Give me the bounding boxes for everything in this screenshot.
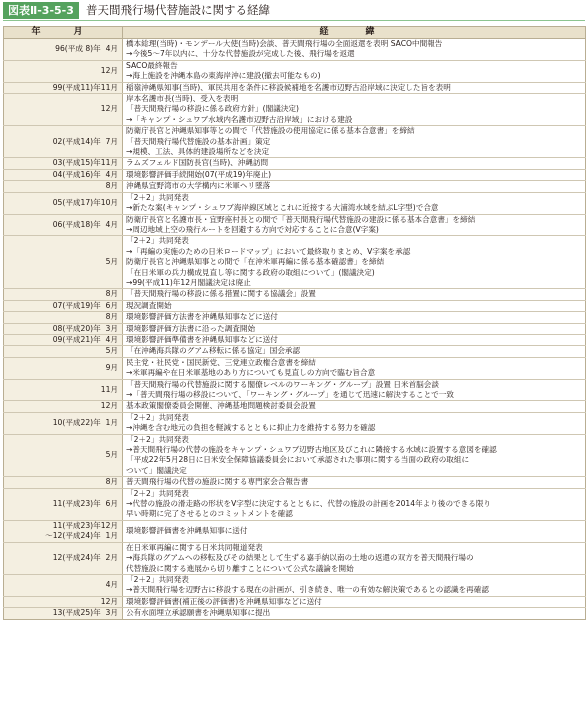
event-line: 民主党・社民党・国民新党、三党連立政権合意書を締結: [126, 357, 316, 367]
row-event: [123, 477, 586, 488]
row-date: 5月: [4, 346, 123, 357]
row-date: 5月: [4, 236, 123, 289]
event-line: 「普天間飛行場の代替施設に関する閣僚レベルのワーキング・グループ」設置 日米首脳会談: [126, 379, 439, 389]
table-header-row: [4, 27, 586, 39]
table-row: [4, 334, 586, 345]
event-line: 普天間飛行場の代替の施設に関する専門家会合報告書: [126, 477, 309, 487]
row-date: 5月: [4, 434, 123, 477]
event-line: 「普天間飛行場の移設に係る政府方針」(閣議決定): [126, 104, 299, 114]
row-date: 06(平成18)年 4月: [4, 214, 123, 236]
row-event: [123, 192, 586, 214]
column-header-date: 年 月: [4, 27, 123, 39]
event-line: 「在日米軍の兵力構成見直し等に関する政府の取組について」(閣議決定): [126, 267, 375, 277]
event-line: →周辺地域上空の飛行ルートを回避する方向で対応することに合意(V字案): [126, 224, 379, 234]
table-row: [4, 434, 586, 477]
table-row: [4, 236, 586, 289]
row-date: 09(平成21)年 4月: [4, 334, 123, 345]
row-event: [123, 169, 586, 180]
event-line: 公有水面埋立承認願書を沖縄県知事に提出: [126, 608, 271, 618]
row-event: [123, 401, 586, 412]
event-line: 「2＋2」共同発表: [126, 236, 189, 246]
row-event: [123, 434, 586, 477]
table-row: [4, 169, 586, 180]
row-event: [123, 214, 586, 236]
row-date: 8月: [4, 477, 123, 488]
table-row: [4, 520, 586, 542]
row-date: 8月: [4, 289, 123, 300]
row-date: 11月: [4, 379, 123, 401]
event-line: →「キャンプ・シュワブ水域内名護市辺野古沿岸域」における建設: [126, 114, 353, 124]
row-event: [123, 60, 586, 82]
event-line: 在日米軍再編に関する日米共同報道発表: [126, 542, 263, 552]
event-line: 沖縄県宜野湾市の大学構内に米軍ヘリ墜落: [126, 181, 271, 191]
event-line: ついて」閣議決定: [126, 465, 187, 475]
event-line: 「平成22年5月28日に日米安全保障協議委員会において承認された事項に関する当面の政府の取組に: [126, 455, 470, 465]
table-row: [4, 60, 586, 82]
event-line: 「普天間飛行場の移設に係る措置に関する協議会」設置: [126, 289, 316, 299]
event-line: →米軍再編や在日米軍基地のあり方についても見直しの方向で臨む旨合意: [126, 368, 376, 378]
row-date: 03(平成15)年11月: [4, 158, 123, 169]
table-row: [4, 94, 586, 126]
event-line: 稲嶺沖縄県知事(当時)、軍民共用を条件に移設候補地を名護市辺野古沿岸域に決定した旨を表明: [126, 82, 451, 92]
event-line: 環境影響評価書(補正後の評価書)を沖縄県知事などに送付: [126, 596, 322, 606]
row-event: [123, 312, 586, 323]
row-date: 11(平成23)年12月 ～12(平成24)年 1月: [4, 520, 123, 542]
row-event: [123, 82, 586, 93]
row-event: [123, 323, 586, 334]
event-line: →代替の施設の滑走路の形状をV字型に決定するとともに、代替の施設の計画を2014年より後のできる限り: [126, 499, 492, 509]
row-event: [123, 357, 586, 379]
row-date: 08(平成20)年 3月: [4, 323, 123, 334]
event-line: SACO最終報告: [126, 60, 178, 70]
event-line: →「普天間飛行場の移設について、「ワーキング・グループ」を通じて迅速に解決することで一致: [126, 390, 454, 399]
table-row: [4, 346, 586, 357]
event-line: 基本政策閣僚委員会開催、沖縄基地問題検討委員会設置: [126, 401, 316, 411]
table-row: [4, 158, 586, 169]
table-row: [4, 126, 586, 158]
row-event: [123, 412, 586, 434]
row-event: [123, 300, 586, 311]
table-row: [4, 181, 586, 192]
event-line: →今後5～7年以内に、十分な代替施設が完成した後、飛行場を返還: [126, 49, 355, 59]
table-row: [4, 300, 586, 311]
row-event: [123, 542, 586, 574]
event-line: 環境影響評価方法書を沖縄県知事などに送付: [126, 312, 278, 322]
event-line: →99(平成11)年12月閣議決定は廃止: [126, 277, 251, 287]
table-row: [4, 357, 586, 379]
table-row: [4, 401, 586, 412]
row-event: [123, 346, 586, 357]
table-row: [4, 379, 586, 401]
figure-number-badge: 図表Ⅱ-3-5-3: [3, 2, 79, 19]
row-date: 10(平成22)年 1月: [4, 412, 123, 434]
table-row: [4, 39, 586, 61]
event-line: 橋本総理(当時)・モンデール大使(当時)会談、普天間飛行場の全面返還を表明 SACO中間報告: [126, 39, 443, 48]
table-row: [4, 488, 586, 520]
table-row: [4, 574, 586, 596]
row-event: [123, 520, 586, 542]
event-line: →新たな案(キャンプ・シュワブ海岸線区域とこれに近接する大浦湾水域を結ぶL字型)で合意: [126, 203, 439, 213]
table-row: [4, 192, 586, 214]
event-line: →海兵隊のグアムへの移転及びその結果として生ずる嘉手納以南の土地の返還の双方を普天間飛行場の: [126, 553, 474, 563]
row-date: 05(平成17)年10月: [4, 192, 123, 214]
event-line: 「2＋2」共同発表: [126, 412, 189, 422]
event-line: ラムズフェルド国防長官(当時)、沖縄訪問: [126, 158, 269, 168]
event-line: 防衛庁長官と沖縄県知事等との間で「代替施設の使用協定に係る基本合意書」を締結: [126, 126, 415, 136]
event-line: 環境影響評価書を沖縄県知事に送付: [126, 526, 248, 536]
event-line: 環境影響評価準備書を沖縄県知事などに送付: [126, 334, 278, 344]
row-date: 02(平成14)年 7月: [4, 126, 123, 158]
event-line: 代替施設に関する進展から切り離すことについて公式な議論を開始: [126, 563, 354, 573]
row-event: [123, 608, 586, 619]
event-line: 防衛庁長官と名護市長・宜野座村長との間で「普天間飛行場代替施設の建設に係る基本合意書」を締結: [126, 214, 476, 224]
row-date: 96(平成 8)年 4月: [4, 39, 123, 61]
event-line: 防衛庁長官と沖縄県知事との間で「在沖米軍再編に係る基本確認書」を締結: [126, 257, 385, 267]
event-line: →「再編の実施のための日米ロードマップ」において最終取りまとめ、V字案を承認: [126, 246, 411, 256]
row-date: 8月: [4, 181, 123, 192]
row-date: 12月: [4, 596, 123, 607]
table-row: [4, 412, 586, 434]
figure-header: [0, 0, 588, 22]
table-row: [4, 596, 586, 607]
event-line: →沖縄を含む地元の負担を軽減するとともに抑止力を維持する努力を確認: [126, 423, 376, 433]
event-line: 「2＋2」共同発表: [126, 488, 189, 498]
row-date: 07(平成19)年 6月: [4, 300, 123, 311]
event-line: →規模、工法、具体的建設場所などを決定: [126, 147, 270, 157]
event-line: →海上施設を沖縄本島の東海岸沖に建設(撤去可能なもの): [126, 71, 321, 81]
row-date: 9月: [4, 357, 123, 379]
history-table: [3, 26, 586, 620]
row-date: 11(平成23)年 6月: [4, 488, 123, 520]
figure-title: 普天間飛行場代替施設に関する経緯: [86, 3, 270, 17]
event-line: 「2＋2」共同発表: [126, 574, 189, 584]
event-line: 現況調査開始: [126, 300, 172, 310]
row-event: [123, 334, 586, 345]
row-event: [123, 289, 586, 300]
table-row: [4, 214, 586, 236]
event-line: 環境影響評価手続開始(07(平成19)年廃止): [126, 169, 272, 179]
row-event: [123, 39, 586, 61]
event-line: 「2＋2」共同発表: [126, 434, 189, 444]
event-line: 「普天間飛行場代替施設の基本計画」策定: [126, 136, 271, 146]
row-event: [123, 488, 586, 520]
event-line: 「在沖縄海兵隊のグアム移転に係る協定」国会承認: [126, 346, 301, 356]
row-event: [123, 236, 586, 289]
event-line: →普天間飛行場を辺野古に移設する現在の計画が、引き続き、唯一の有効な解決策であるとの認識を再確認: [126, 585, 489, 595]
table-row: [4, 477, 586, 488]
row-event: [123, 379, 586, 401]
row-date: 04(平成16)年 4月: [4, 169, 123, 180]
row-date: 12月: [4, 60, 123, 82]
event-line: 環境影響評価方法書に沿った調査開始: [126, 323, 256, 333]
row-event: [123, 596, 586, 607]
table-row: [4, 323, 586, 334]
table-row: [4, 289, 586, 300]
row-date: 8月: [4, 312, 123, 323]
row-date: 12月: [4, 401, 123, 412]
table-body: [4, 39, 586, 620]
table-row: [4, 312, 586, 323]
row-event: [123, 158, 586, 169]
row-event: [123, 126, 586, 158]
row-event: [123, 574, 586, 596]
table-row: [4, 542, 586, 574]
event-line: →普天間飛行場の代替の施設をキャンプ・シュワブ辺野古地区及びこれに隣接する水域に設置する意図を確認: [126, 445, 497, 455]
event-line: 早い時期に完了させるとのコミットメントを確認: [126, 509, 293, 519]
row-date: 12(平成24)年 2月: [4, 542, 123, 574]
column-header-event: 経 緯: [123, 27, 586, 39]
table-row: [4, 608, 586, 619]
row-event: [123, 94, 586, 126]
event-line: 「2＋2」共同発表: [126, 192, 189, 202]
header-rule: [3, 20, 585, 21]
row-date: 4月: [4, 574, 123, 596]
row-date: 12月: [4, 94, 123, 126]
row-date: 13(平成25)年 3月: [4, 608, 123, 619]
event-line: 岸本名護市長(当時)、受入を表明: [126, 94, 239, 104]
table-row: [4, 82, 586, 93]
row-event: [123, 181, 586, 192]
row-date: 99(平成11)年11月: [4, 82, 123, 93]
